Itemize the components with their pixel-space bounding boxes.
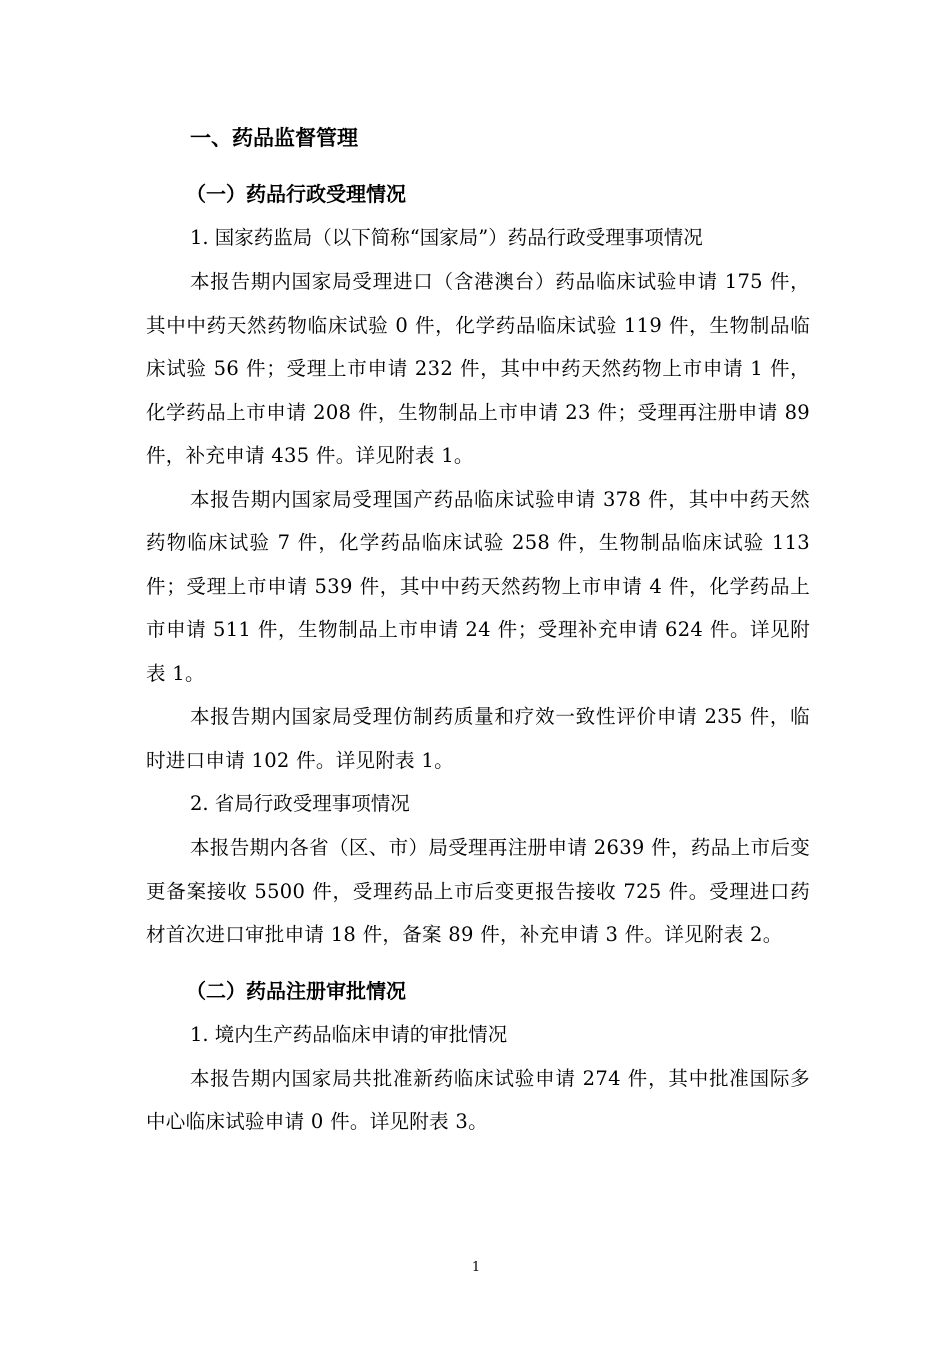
- section-gap: [146, 957, 810, 971]
- document-body: [146, 118, 810, 1144]
- page-number: 1: [471, 1260, 481, 1275]
- section-heading-acceptance: （一）药品行政受理情况: [186, 182, 406, 206]
- paragraph-consistency-evaluation: 本报告期内国家局受理仿制药质量和疗效一致性评价申请 235 件，临时进口申请 102 件。详见附表 1。: [146, 705, 810, 772]
- section-heading-registration: （二）药品注册审批情况: [186, 978, 406, 1003]
- paragraph-provincial-applications: 本报告期内各省（区、市）局受理再注册申请 2639 件，药品上市后变更备案接收 5500 件，受理药品上市后变更报告接收 725 件。受理进口药材首次进口审批申请 18 件，备案 89 件，补充申请 3 件。详见附表 2。: [146, 836, 810, 946]
- paragraph-clinical-approvals: 本报告期内国家局共批准新药临床试验申请 274 件，其中批准国际多中心临床试验申请 0 件。详见附表 3。: [146, 1066, 810, 1133]
- paragraph-import-applications: 本报告期内国家局受理进口（含港澳台）药品临床试验申请 175 件，其中中药天然药物临床试验 0 件，化学药品临床试验 119 件，生物制品临床试验 56 件；受理上市申请 232 件，其中中药天然药物上市申请 1 件，化学药品上市申请 208 件，生物制品上市申请 23 件；受理再注册申请 89 件，补充申请 435 件。详见附表 1。: [146, 270, 810, 467]
- subsection-heading-provincial: 2. 省局行政受理事项情况: [190, 792, 410, 815]
- chapter-heading: 一、药品监督管理: [190, 126, 358, 150]
- subsection-heading-domestic-clinical: 1. 境内生产药品临床申请的审批情况: [190, 1022, 508, 1046]
- subsection-heading-national: 1. 国家药监局（以下简称“国家局”）药品行政受理事项情况: [190, 226, 703, 249]
- paragraph-domestic-applications: 本报告期内国家局受理国产药品临床试验申请 378 件，其中中药天然药物临床试验 7 件，化学药品临床试验 258 件，生物制品临床试验 113 件；受理上市申请 539 件，其中中药天然药物上市申请 4 件，化学药品上市申请 511 件，生物制品上市申请 24 件；受理补充申请 624 件。详见附表 1。: [146, 487, 810, 685]
